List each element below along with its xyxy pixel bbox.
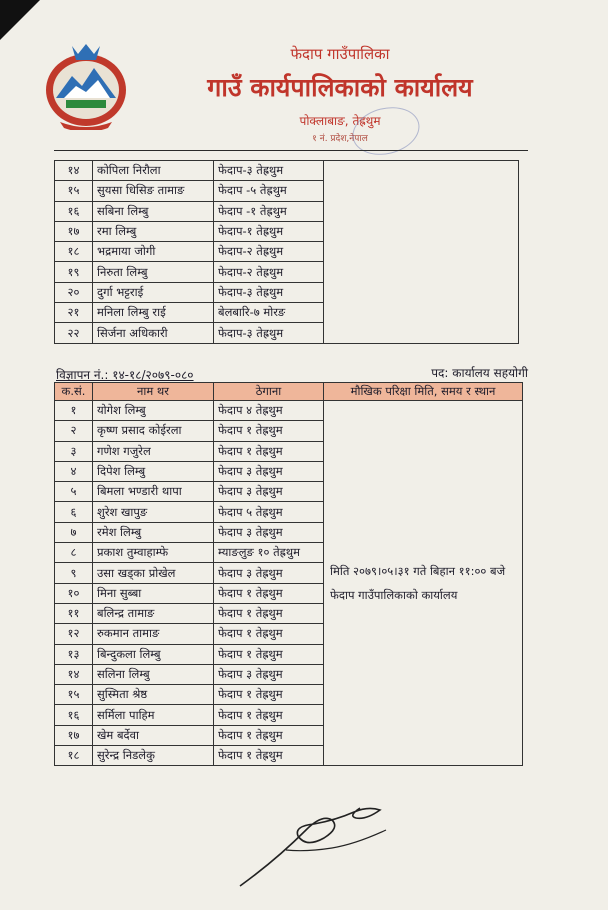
serial-cell: ४ — [55, 461, 93, 481]
serial-cell: १७ — [55, 725, 93, 745]
name-cell: दिपेश लिम्बु — [93, 461, 214, 481]
name-cell: बलिन्द्र तामाङ — [93, 603, 214, 623]
table-row — [55, 401, 523, 421]
page-corner-shadow — [0, 0, 40, 40]
address-cell: फेदाप-२ तेह्रथुम — [214, 242, 324, 262]
name-cell: सुरेन्द्र निडलेकु — [93, 746, 214, 766]
address-cell: फेदाप-२ तेह्रथुम — [214, 262, 324, 282]
col-header-name: नाम थर — [93, 383, 214, 401]
serial-cell: १९ — [55, 262, 93, 282]
serial-cell: २२ — [55, 323, 93, 343]
serial-cell: ८ — [55, 543, 93, 563]
name-cell: खेम बर्देवा — [93, 725, 214, 745]
serial-cell: १५ — [55, 181, 93, 201]
address-cell: फेदाप-३ तेह्रथुम — [214, 161, 324, 181]
serial-cell: १४ — [55, 161, 93, 181]
serial-cell: ७ — [55, 522, 93, 542]
serial-cell: १६ — [55, 201, 93, 221]
header-divider — [54, 150, 528, 151]
advertisement-number: विज्ञापन नं.: १४-१८/२०७९-०८० — [56, 368, 194, 382]
serial-cell: २० — [55, 282, 93, 302]
name-cell: मनिला लिम्बु राई — [93, 303, 214, 323]
address-cell: फेदाप-१ तेह्रथुम — [214, 221, 324, 241]
name-cell: सुस्मिता श्रेष्ठ — [93, 685, 214, 705]
address-cell: फेदाप १ तेह्रथुम — [214, 746, 324, 766]
serial-cell: १८ — [55, 746, 93, 766]
name-cell: प्रकाश तुम्वाहाम्फे — [93, 543, 214, 563]
name-cell: उसा खड्का प्रोखेल — [93, 563, 214, 583]
address-cell: बेलबारि-७ मोरङ — [214, 303, 324, 323]
name-cell: भद्रमाया जोगी — [93, 242, 214, 262]
serial-cell: १० — [55, 583, 93, 603]
name-cell: बिमला भण्डारी थापा — [93, 482, 214, 502]
address-cell: फेदाप १ तेह्रथुम — [214, 705, 324, 725]
name-cell: शुरेश खापुङ — [93, 502, 214, 522]
address-cell: फेदाप १ तेह्रथुम — [214, 725, 324, 745]
signature-icon — [236, 790, 396, 890]
address-cell: फेदाप ३ तेह्रथुम — [214, 482, 324, 502]
col-header-exam: मौखिक परिक्षा मिति, समय र स्थान — [324, 383, 523, 401]
office-stamp — [347, 100, 424, 161]
address-cell: फेदाप ३ तेह्रथुम — [214, 563, 324, 583]
name-cell: दुर्गा भट्टराई — [93, 282, 214, 302]
serial-cell: १५ — [55, 685, 93, 705]
address-cell: फेदाप ५ तेह्रथुम — [214, 502, 324, 522]
name-cell: सिर्जना अधिकारी — [93, 323, 214, 343]
serial-cell: २१ — [55, 303, 93, 323]
address-cell: फेदाप १ तेह्रथुम — [214, 685, 324, 705]
candidate-table — [54, 382, 523, 766]
address-cell: फेदाप -५ तेह्रथुम — [214, 181, 324, 201]
office-address: पोक्लाबाङ, तेह्रथुम — [299, 114, 381, 128]
address-cell: फेदाप ४ तेह्रथुम — [214, 401, 324, 421]
exam-details-cell — [324, 161, 519, 344]
name-cell: सुयसा धिसिङ तामाङ — [93, 181, 214, 201]
address-cell: फेदाप-३ तेह्रथुम — [214, 282, 324, 302]
name-cell: योगेश लिम्बु — [93, 401, 214, 421]
exam-details-cell: मिति २०७९।०५।३१ गते बिहान ११:०० बजे फेदाप गाउँपालिकाको कार्यालय — [324, 401, 523, 766]
address-cell: फेदाप १ तेह्रथुम — [214, 644, 324, 664]
serial-cell: १ — [55, 401, 93, 421]
col-header-address: ठेगाना — [214, 383, 324, 401]
name-cell: गणेश गजुरेल — [93, 441, 214, 461]
serial-cell: १८ — [55, 242, 93, 262]
address-cell: फेदाप -१ तेह्रथुम — [214, 201, 324, 221]
name-cell: कृष्ण प्रसाद कोईरला — [93, 421, 214, 441]
serial-cell: १४ — [55, 664, 93, 684]
address-cell: म्याङलुङ १० तेह्रथुम — [214, 543, 324, 563]
address-cell: फेदाप ३ तेह्रथुम — [214, 664, 324, 684]
name-cell: सर्मिला पाहिम — [93, 705, 214, 725]
name-cell: रमा लिम्बु — [93, 221, 214, 241]
name-cell: मिना सुब्बा — [93, 583, 214, 603]
name-cell: बिन्दुकला लिम्बु — [93, 644, 214, 664]
address-cell: फेदाप ३ तेह्रथुम — [214, 461, 324, 481]
table-row — [55, 161, 519, 181]
table-header-row — [55, 383, 523, 401]
address-cell: फेदाप १ तेह्रथुम — [214, 624, 324, 644]
province-text: १ नं. प्रदेश,नेपाल — [312, 134, 368, 144]
address-cell: फेदाप १ तेह्रथुम — [214, 603, 324, 623]
address-cell: फेदाप १ तेह्रथुम — [214, 421, 324, 441]
serial-cell: ५ — [55, 482, 93, 502]
post-title: पद: कार्यालय सहयोगी — [431, 366, 528, 380]
office-title: गाउँ कार्यपालिकाको कार्यालय — [207, 73, 473, 102]
address-cell: फेदाप १ तेह्रथुम — [214, 441, 324, 461]
serial-cell: ६ — [55, 502, 93, 522]
serial-cell: ९ — [55, 563, 93, 583]
serial-cell: ११ — [55, 603, 93, 623]
name-cell: सबिना लिम्बु — [93, 201, 214, 221]
nepal-emblem-icon — [42, 40, 130, 130]
name-cell: रमेश लिम्बु — [93, 522, 214, 542]
name-cell: निरुता लिम्बु — [93, 262, 214, 282]
serial-cell: १७ — [55, 221, 93, 241]
serial-cell: १६ — [55, 705, 93, 725]
serial-cell: २ — [55, 421, 93, 441]
address-cell: फेदाप ३ तेह्रथुम — [214, 522, 324, 542]
address-cell: फेदाप १ तेह्रथुम — [214, 583, 324, 603]
name-cell: सलिना लिम्बु — [93, 664, 214, 684]
municipality-name: फेदाप गाउँपालिका — [290, 45, 390, 63]
serial-cell: १३ — [55, 644, 93, 664]
serial-cell: १२ — [55, 624, 93, 644]
col-header-serial: क.सं. — [55, 383, 93, 401]
name-cell: रुकमान तामाङ — [93, 624, 214, 644]
name-cell: कोपिला निरौला — [93, 161, 214, 181]
candidate-table-continued — [54, 160, 519, 344]
serial-cell: ३ — [55, 441, 93, 461]
address-cell: फेदाप-३ तेह्रथुम — [214, 323, 324, 343]
